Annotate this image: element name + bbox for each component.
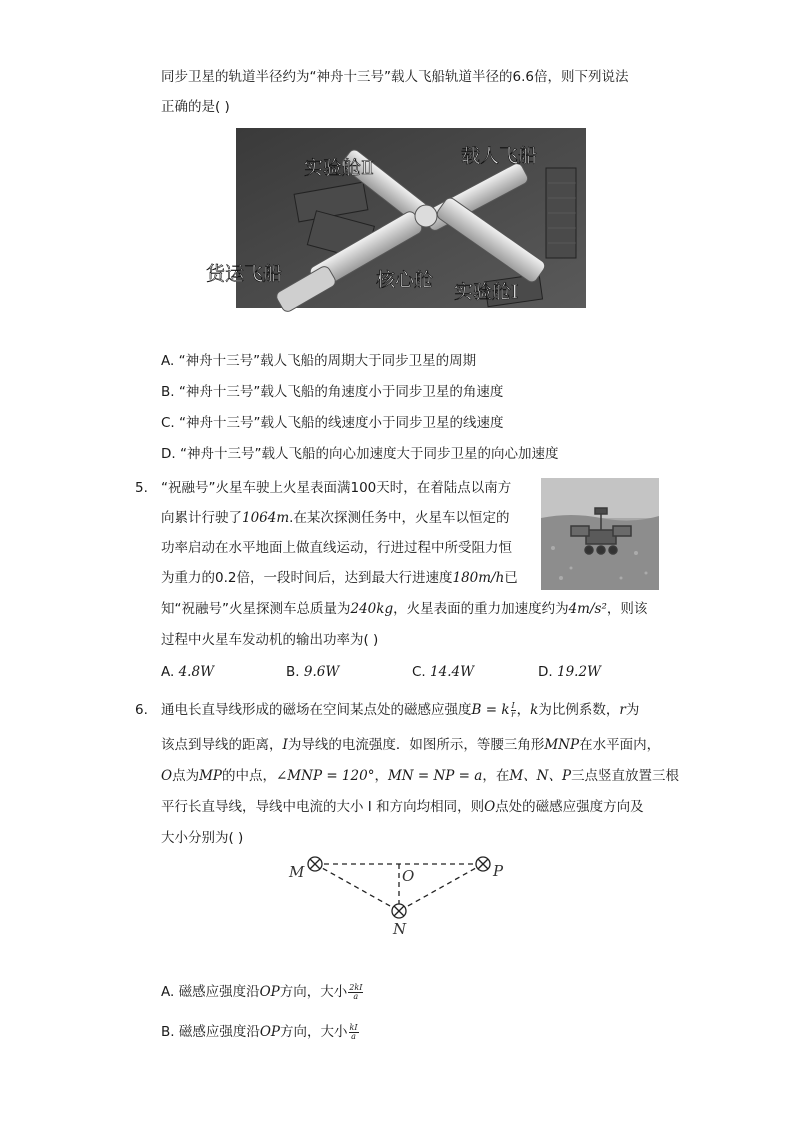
space-station-figure — [206, 128, 586, 308]
q4-option-b: B. “神舟十三号”载人飞船的角速度小于同步卫星的角速度 — [161, 384, 504, 400]
q5-line3: 功率启动在水平地面上做直线运动，行进过程中所受阻力恒 — [161, 540, 512, 556]
q5-mass: 240kg — [350, 601, 394, 617]
q6-O-2: O — [484, 799, 496, 815]
q6-I: I — [282, 737, 288, 753]
q6-line3 — [161, 766, 679, 786]
q6-line4-text-b: 点处的磁感应强度方向及 — [495, 799, 644, 815]
q6-option-a-den: a — [353, 991, 359, 1001]
q6-option-a — [161, 982, 364, 1002]
q6-option-a-mid: 方向，大小 — [279, 984, 348, 1000]
q4-option-a: A. “神舟十三号”载人飞船的周期大于同步卫星的周期 — [161, 353, 477, 369]
q6-frac-den: r — [511, 709, 515, 719]
q6-option-b-num: kI — [349, 1022, 358, 1032]
q6-line1-text: 通电长直导线形成的磁场在空间某点处的磁感应强度 — [161, 702, 472, 718]
q6-line3-text: 点为 — [172, 768, 200, 784]
q6-line3-text-b: 的中点， — [222, 768, 276, 784]
q6-option-b-frac — [349, 1024, 359, 1041]
q6-line4-text: 平行长直导线，导线中电流的大小 I 和方向均相同，则 — [161, 799, 485, 815]
q6-O: O — [161, 768, 173, 784]
label-N: N — [393, 920, 407, 938]
q6-formula: B = k — [471, 702, 510, 718]
q6-option-b-dir: OP — [259, 1024, 281, 1040]
label-M: M — [289, 863, 305, 881]
q6-angle: ∠MNP = 120° — [276, 768, 375, 784]
q6-MP: MP — [199, 768, 222, 784]
q4-option-c: C. “神舟十三号”载人飞船的线速度小于同步卫星的线速度 — [161, 415, 504, 431]
mars-rover-photo — [541, 478, 659, 590]
q6-option-a-num: 2kI — [349, 982, 363, 992]
figure-label-crew-ship: 载人飞船 — [461, 145, 538, 167]
q5-option-d-letter: D. — [538, 664, 553, 680]
figure-label-lab2: 实验舱Ⅱ — [304, 157, 374, 179]
q6-option-b — [161, 1022, 360, 1042]
q5-number: 5. — [135, 480, 148, 496]
q5-line4 — [161, 568, 518, 588]
q4-option-d: D. “神舟十三号”载人飞船的向心加速度大于同步卫星的向心加速度 — [161, 446, 559, 462]
q6-line1-text-d: 为 — [625, 702, 640, 718]
q6-r: r — [619, 702, 626, 718]
wire-M-icon — [308, 857, 322, 871]
q6-line2-text: 该点到导线的距离， — [161, 737, 283, 753]
q6-line2-text-b: 为导线的电流强度．如图所示，等腰三角形 — [287, 737, 545, 753]
mars-rover-image — [541, 478, 659, 590]
figure-label-core: 核心舱 — [376, 269, 434, 291]
q6-option-b-text: B. 磁感应强度沿 — [161, 1024, 260, 1040]
q6-line1-text-c: 为比例系数， — [538, 702, 620, 718]
q5-option-d — [538, 662, 601, 682]
q5-line6: 过程中火星车发动机的输出功率为( ) — [161, 632, 379, 648]
q6-line2-text-c: 在水平面内， — [579, 737, 661, 753]
label-P: P — [493, 862, 504, 880]
q5-gravity: 4m/s² — [568, 601, 607, 617]
q6-option-b-den: a — [351, 1031, 356, 1041]
wire-N-icon — [392, 904, 406, 918]
q5-option-a — [161, 662, 214, 682]
q5-option-a-value: 4.8W — [178, 664, 214, 680]
q5-line5-text-b: ，火星表面的重力加速度约为 — [393, 601, 569, 617]
q6-option-a-text: A. 磁感应强度沿 — [161, 984, 260, 1000]
q6-line2 — [161, 735, 660, 755]
q6-formula-fraction — [511, 702, 516, 719]
q5-line1: “祝融号”火星车驶上火星表面满100天时，在着陆点以南方 — [161, 480, 512, 496]
q6-frac-num: I — [511, 700, 515, 710]
wire-P-icon — [476, 857, 490, 871]
q5-line5-text: 知“祝融号”火星探测车总质量为 — [161, 601, 351, 617]
q6-number: 6. — [135, 702, 148, 718]
q6-sides: MN = NP = a — [387, 768, 483, 784]
q5-option-d-value: 19.2W — [556, 664, 601, 680]
q6-option-a-dir: OP — [259, 984, 280, 1000]
q6-option-a-frac — [348, 984, 363, 1001]
q5-option-c-letter: C. — [412, 664, 426, 680]
q6-line1-comma: ， — [516, 702, 531, 718]
q5-line5 — [161, 599, 647, 619]
q6-line1 — [161, 700, 639, 720]
q5-line2-text-b: .在某次探测任务中，火星车以恒定的 — [289, 510, 510, 526]
q6-line3-comma: ， — [374, 768, 388, 784]
q5-line2-text: 向累计行驶了 — [161, 510, 242, 526]
q5-option-c-value: 14.4W — [430, 664, 474, 680]
q5-option-a-letter: A. — [161, 664, 175, 680]
q5-line5-text-c: ，则该 — [606, 601, 648, 617]
q5-option-c — [412, 662, 474, 682]
q5-line4-text: 为重力的0.2倍，一段时间后，达到最大行进速度 — [161, 570, 453, 586]
q5-line2 — [161, 508, 509, 528]
q6-k: k — [530, 702, 539, 718]
q4-stem-line1: 同步卫星的轨道半径约为“神舟十三号”载人飞船轨道半径的6.6倍，则下列说法 — [161, 69, 629, 85]
label-O: O — [402, 867, 415, 885]
q6-triangle: MNP — [544, 737, 580, 753]
triangle-diagram — [280, 848, 520, 940]
q5-distance: 1064m — [242, 510, 290, 526]
q5-option-b-value: 9.6W — [303, 664, 340, 680]
q5-option-b-letter: B. — [286, 664, 300, 680]
line-MN — [315, 864, 399, 911]
q6-option-b-mid: 方向，大小 — [280, 1024, 348, 1040]
q5-line4-text-b: 已 — [504, 570, 518, 586]
q6-line5: 大小分别为( ) — [161, 830, 244, 846]
figure-label-lab1: 实验舱Ⅰ — [454, 281, 519, 303]
q6-line3-text-e: 三点竖直放置三根 — [571, 768, 680, 784]
q4-stem-line2: 正确的是( ) — [161, 99, 230, 115]
space-station-image — [206, 128, 586, 308]
q6-points: M、N、P — [509, 768, 572, 784]
figure-label-cargo-ship: 货运飞船 — [206, 263, 283, 285]
q6-line3-text-d: ，在 — [482, 768, 510, 784]
q5-option-b — [286, 662, 339, 682]
q5-max-speed: 180m/h — [452, 570, 505, 586]
q6-line4 — [161, 797, 644, 817]
